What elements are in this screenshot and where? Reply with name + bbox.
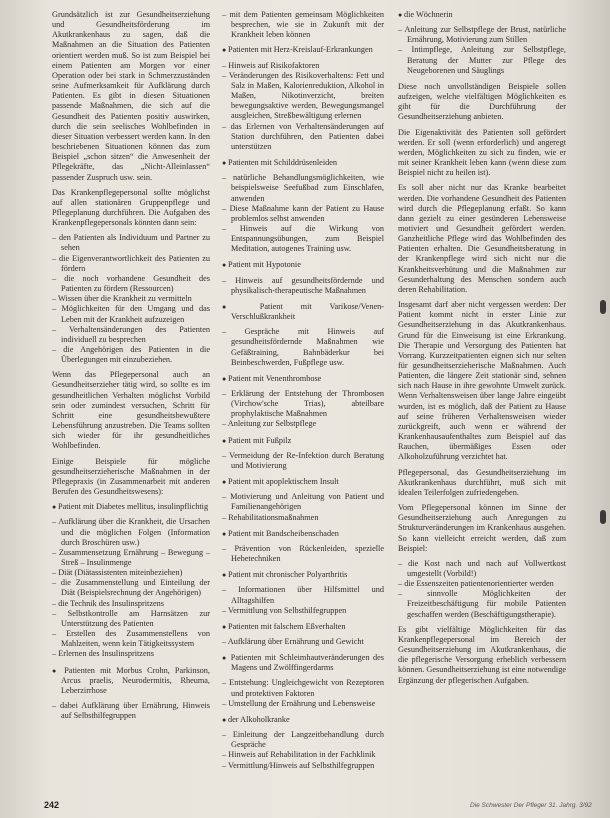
topic-heading: ● Patient mit apoplektischem Insult xyxy=(222,477,384,487)
topic-heading: ● der Alkoholkranke xyxy=(222,715,384,725)
topic-block xyxy=(222,260,384,295)
list-item: – Veränderungen des Risikoverhaltens: Fett und Salz in Maßen, Kalorienreduktion, Alkohol in Maßen, Nikotinverzicht, breiten bewegungsaktive werden, Bewegungsmangel ausgleichen, Streßbewältigung erlernen xyxy=(222,71,384,122)
list-item: – Aufklärung über die Krankheit, die Ursachen und die möglichen Folgen (Information durch Broschüren usw.) xyxy=(52,517,210,547)
list-item: – Hinweis auf Risikofaktoren xyxy=(222,61,384,71)
list-item: – Motivierung und Anleitung von Patient und Familienangehörigen xyxy=(222,492,384,512)
topic-heading: ● Patienten mit falschem Eßverhalten xyxy=(222,622,384,632)
column3-para1: Diese noch unvollständigen Beispiele sollen aufzeigen, welche vielfältigen Möglichkeiten es gibt für die Durchführung der Gesundheitserziehung anbieten. xyxy=(398,81,566,122)
topic-heading: ● Patient mit Diabetes mellitus, insulinpflichtig xyxy=(52,502,210,512)
list-item: – Anleitung zur Selbstpflege der Brust, natürliche Ernährung, Motivierung zum Stillen xyxy=(398,25,566,45)
list-item: – Umstellung der Ernährung und Lebensweise xyxy=(222,699,384,709)
column1-para4: Einige Beispiele für mögliche gesundheitserzieherische Maßnahmen in der Pflegepraxis (in Zusammenarbeit mit anderen Berufen des Gesundheitswesens): xyxy=(52,456,210,497)
list-item: – Diese Maßnahme kann der Patient zu Hause problemlos selbst anwenden xyxy=(222,204,384,224)
topic-heading: ● Patient mit Varikose/Venen-Verschlußkrankheit xyxy=(222,302,384,322)
column3-para7: Es gibt vielfältige Möglichkeiten für das Krankenpflegepersonal im Bereich der Gesundheitserziehung im Akutkrankenhaus, die die pflegerische Versorgung erheblich verbessern können. Gesundheitserziehung ist eine notwendige Ergänzung der pflegerischen Aufgaben. xyxy=(398,624,566,685)
list-item: – Aufklärung über Ernährung und Gewicht xyxy=(222,637,384,647)
topic-block xyxy=(222,477,384,523)
list-item: – Hinweis auf gesundheitsfördernde und physikalisch-therapeutische Maßnahmen xyxy=(222,276,384,296)
topic-heading: ● Patient mit Hypotonie xyxy=(222,260,384,270)
list-item: – natürliche Behandlungsmöglichkeiten, wie beispielsweise Seefußbad zum Einschlafen, anwenden xyxy=(222,173,384,203)
topic-block xyxy=(222,158,384,254)
source-line: Die Schwester Der Pfleger 31. Jahrg. 3/92 xyxy=(470,802,592,809)
column3-para3: Es soll aber nicht nur das Kranke bearbeitet werden. Die vorhandene Gesundheit des Patienten wird durch die Pflegeplanung erfaßt. So kann dann gezielt zu einer gesünderen Lebensweise motiviert und Gesundheit gefördert werden. Ganzheitliche Pflege wird das Wohlbefinden des Patienten erhalten. Die Gesundheitsberatung in der Krankenpflege wird sich nicht nur die Krankheitsverhütung und die Maßnahmen zur Gesunderhaltung des Menschen sondern auch deren Rehabilitation. xyxy=(398,183,566,294)
list-item: – Diät (Diätassistenten miteinbeziehen) xyxy=(52,568,210,578)
topic-heading: ● Patienten mit Herz-Kreislauf-Erkrankungen xyxy=(222,45,384,55)
column-2 xyxy=(222,10,384,777)
list-item: – Informationen über Hilfsmittel und Alltagshilfen xyxy=(222,585,384,605)
topic-block xyxy=(222,302,384,368)
topic-block xyxy=(222,374,384,430)
topic-heading: ● Patient mit chronischer Polyarthritis xyxy=(222,570,384,580)
list-item: – Intimpflege, Anleitung zur Selbstpflege, Beratung der Mutter zur Pflege des Neugeborenen und Säuglings xyxy=(398,45,566,75)
column3-list1 xyxy=(398,559,566,620)
topic-heading: ● Patient mit Bandscheibenschaden xyxy=(222,529,384,539)
topic-block xyxy=(52,502,210,659)
topic-block xyxy=(222,436,384,471)
list-item: – Erstellen des Zusammenstellens von Mahlzeiten, wenn kein Tätigkeitssystem xyxy=(52,629,210,649)
topic-block xyxy=(398,10,566,76)
list-item: – die Essenszeiten patientenorientierter werden xyxy=(398,579,566,589)
topic-heading: ● Patienten mit Schilddrüsenleiden xyxy=(222,158,384,168)
list-item: – Wissen über die Krankheit zu vermitteln xyxy=(52,294,210,304)
list-item: – die Angehörigen des Patienten in die Überlegungen mit einzubeziehen. xyxy=(52,345,210,365)
list-item: – Entstehung: Ungleichgewicht von Rezeptoren und protektiven Faktoren xyxy=(222,678,384,698)
list-item: – sinnvolle Möglichkeiten der Freizeitbeschäftigung für mobile Patienten geschaffen werden (Beschäftigungstherapie). xyxy=(398,589,566,619)
column1-intro: Grundsätzlich ist zur Gesundheitserziehung und Gesundheitsförderung im Akutkrankenhaus zu sagen, daß die Maßnahmen an die Situation des Patienten orientiert werden muß. So ist zum Beispiel bei einem Patienten am Morgen vor einer Operation oder bei stark in Schmerzzuständen seine Aufmerksamkeit für Aufklärung durch Patienten. Es gibt in diesen Situationen passende Maßnahmen, die sich auf die Gesundheit des Patienten positiv auswirken, durch die sein seelisches Wohlbefinden in dieser Situation verbessert werden kann. In den beschriebenen Situationen können das zum Beispiel „schon sitzen“ die Anwesenheit der Pflegekräfte, das „Nicht-Alleinlassen“ passender Zuspruch usw. sein. xyxy=(52,10,210,182)
column1-para3: Wenn das Pflegepersonal auch an Gesundheitserzieher tätig wird, so sollte es im gesundheitlichen Verhalten möglichst Vorbild sein oder zumindest versuchen, Schritt für Schritt eine gesundheitsbewußtere Lebensführung anzustreben. Die Teams sollten sich wieder für ihr gesundheitliches Wohlbefinden. xyxy=(52,370,210,451)
column3-para4: Insgesamt darf aber nicht vergessen werden: Der Patient kommt nicht in erster Linie zur Gesundheitserziehung in das Akutkrankenhaus. Grund für die Einweisung ist eine Erkrankung. Die Therapie und Versorgung des Patienten hat Vorrang. Kurzzeitpatienten eignen sich nur selten für gesundheitserzieherische Maßnahmen. Auch Patienten, die längere Zeit stationär sind, sehnen sich nach Hause in ihre gewohnte Umwelt zurück. Wenn Verhaltensweisen über lange Jahre eingeübt wurden, ist es möglich, daß der Patient zu Hause auf seine früheren Verhaltensweisen wieder zurückgreift, auch wenn er während der Krankenhausaufenthaltes zum Beispiel auf das Rauchen, übermäßiges Essen oder Alkoholzuführung verzichtet hat. xyxy=(398,300,566,462)
page-number: 242 xyxy=(44,800,60,810)
binder-hole-mark xyxy=(600,510,606,524)
topic-block xyxy=(222,622,384,647)
list-item: – Hinweis auf die Wirkung von Entspannungsübungen, zum Beispiel Meditation, autogenes Training usw. xyxy=(222,224,384,254)
list-item: – Verhaltensänderungen des Patienten individuell zu besprechen xyxy=(52,325,210,345)
list-item: – die noch vorhandene Gesundheit des Patienten zu fördern (Ressourcen) xyxy=(52,274,210,294)
column3-para2: Die Eigenaktivität des Patienten soll gefördert werden. Er soll (wenn erforderlich) und angeregt werden, Möglichkeiten zu sich zu finden, wie er mit seiner Krankheit leben kann (wenn diese zum Beispiel nicht zu heilen ist). xyxy=(398,127,566,178)
list-item: – Gespräche mit Hinweis auf gesundheitsfördernde Maßnahmen wie Gefäßtraining, Bahnbäderkur bei Beinbeschwerden, Fußpflege usw. xyxy=(222,327,384,368)
topic-heading: ● Patienten mit Morbus Crohn, Parkinson, Arcus praelis, Neurodermitis, Rheuma, Leberzirrhose xyxy=(52,666,210,696)
list-item: – Zusammensetzung Ernährung – Bewegung – Streß – Insulinmenge xyxy=(52,548,210,568)
list-item: – Prävention von Rückenleiden, spezielle Hebetechniken xyxy=(222,544,384,564)
list-item: – Erlernen des Insulinspritzens xyxy=(52,649,210,659)
topic-heading: ● Patient mit Fußpilz xyxy=(222,436,384,446)
list-item: – Vermittlung/Hinweis auf Selbsthilfegruppen xyxy=(222,761,384,771)
column3-para5: Pflegepersonal, das Gesundheitserziehung im Akutkrankenhaus durchführt, muß sich mit idealen Teilerfolgen zufriedengeben. xyxy=(398,467,566,497)
column-3 xyxy=(398,10,566,691)
list-item: – mit dem Patienten gemeinsam Möglichkeiten besprechen, wie sie in Zukunft mit der Krankheit leben können xyxy=(222,10,384,40)
list-item: – Einleitung der Langzeitbehandlung durch Gespräche xyxy=(222,730,384,750)
list-item: – Anleitung zur Selbstpflege xyxy=(222,419,384,429)
topic-heading: ● Patienten mit Schleimhautveränderungen des Magens und Zwölffingerdarms xyxy=(222,653,384,673)
topic-heading: ● die Wöchnerin xyxy=(398,10,566,20)
list-item: – den Patienten als Individuum und Partner zu sehen xyxy=(52,233,210,253)
list-item: – Vermeidung der Re-Infektion durch Beratung und Motivierung xyxy=(222,451,384,471)
list-item: – Erklärung der Entstehung der Thrombosen (Virchow'sche Trias), abteilbare prophylaktische Maßnahmen xyxy=(222,389,384,419)
list-item: – Rehabilitationsmaßnahmen xyxy=(222,513,384,523)
list-item: – das Erlernen von Verhaltensänderungen auf Station durchführen, den Patienten dabei unterstützen xyxy=(222,122,384,152)
topic-block xyxy=(222,570,384,616)
column1-para2: Das Krankenpflegepersonal sollte möglichst auf allen stationären Gruppenpflege und Pflegeplanung durchführen. Die Aufgaben des Krankenpflegepersonals könnten dann sein: xyxy=(52,187,210,228)
list-item: – die Technik des Insulinspritzens xyxy=(52,599,210,609)
list-item: – die Kost nach und nach auf Vollwertkost umgestellt (Vorbild!) xyxy=(398,559,566,579)
topic-block xyxy=(222,45,384,152)
topic-heading: ● Patient mit Venenthrombose xyxy=(222,374,384,384)
topic-block xyxy=(222,529,384,564)
column1-list1 xyxy=(52,233,210,365)
list-item: – Selbstkontrolle am Harnsätzen zur Unterstützung des Patienten xyxy=(52,609,210,629)
list-item: – dabei Aufklärung über Ernährung, Hinweis auf Selbsthilfegruppen xyxy=(52,701,210,721)
topic-block xyxy=(222,653,384,709)
topic-block xyxy=(52,666,210,722)
column3-para6: Vom Pflegepersonal können im Sinne der Gesundheitserziehung auch Anregungen zu Strukturveränderungen im Krankenhaus ausgehen. So kann vielleicht erreicht werden, daß zum Beispiel: xyxy=(398,503,566,553)
column-1 xyxy=(52,10,210,727)
topic-block xyxy=(222,715,384,771)
binder-hole-mark xyxy=(600,300,606,314)
list-item: – Möglichkeiten für den Umgang und das Leben mit der Krankheit aufzuzeigen xyxy=(52,304,210,324)
list-item: – Vermittlung von Selbsthilfegruppen xyxy=(222,606,384,616)
list-item: – die Zusammenstellung und Einteilung der Diät (Beispielsrechnung der Angehörigen) xyxy=(52,578,210,598)
list-item: – Hinweis auf Rehabilitation in der Fachklinik xyxy=(222,750,384,760)
list-item: – die Eigenverantwortlichkeit des Patienten zu fördern xyxy=(52,254,210,274)
